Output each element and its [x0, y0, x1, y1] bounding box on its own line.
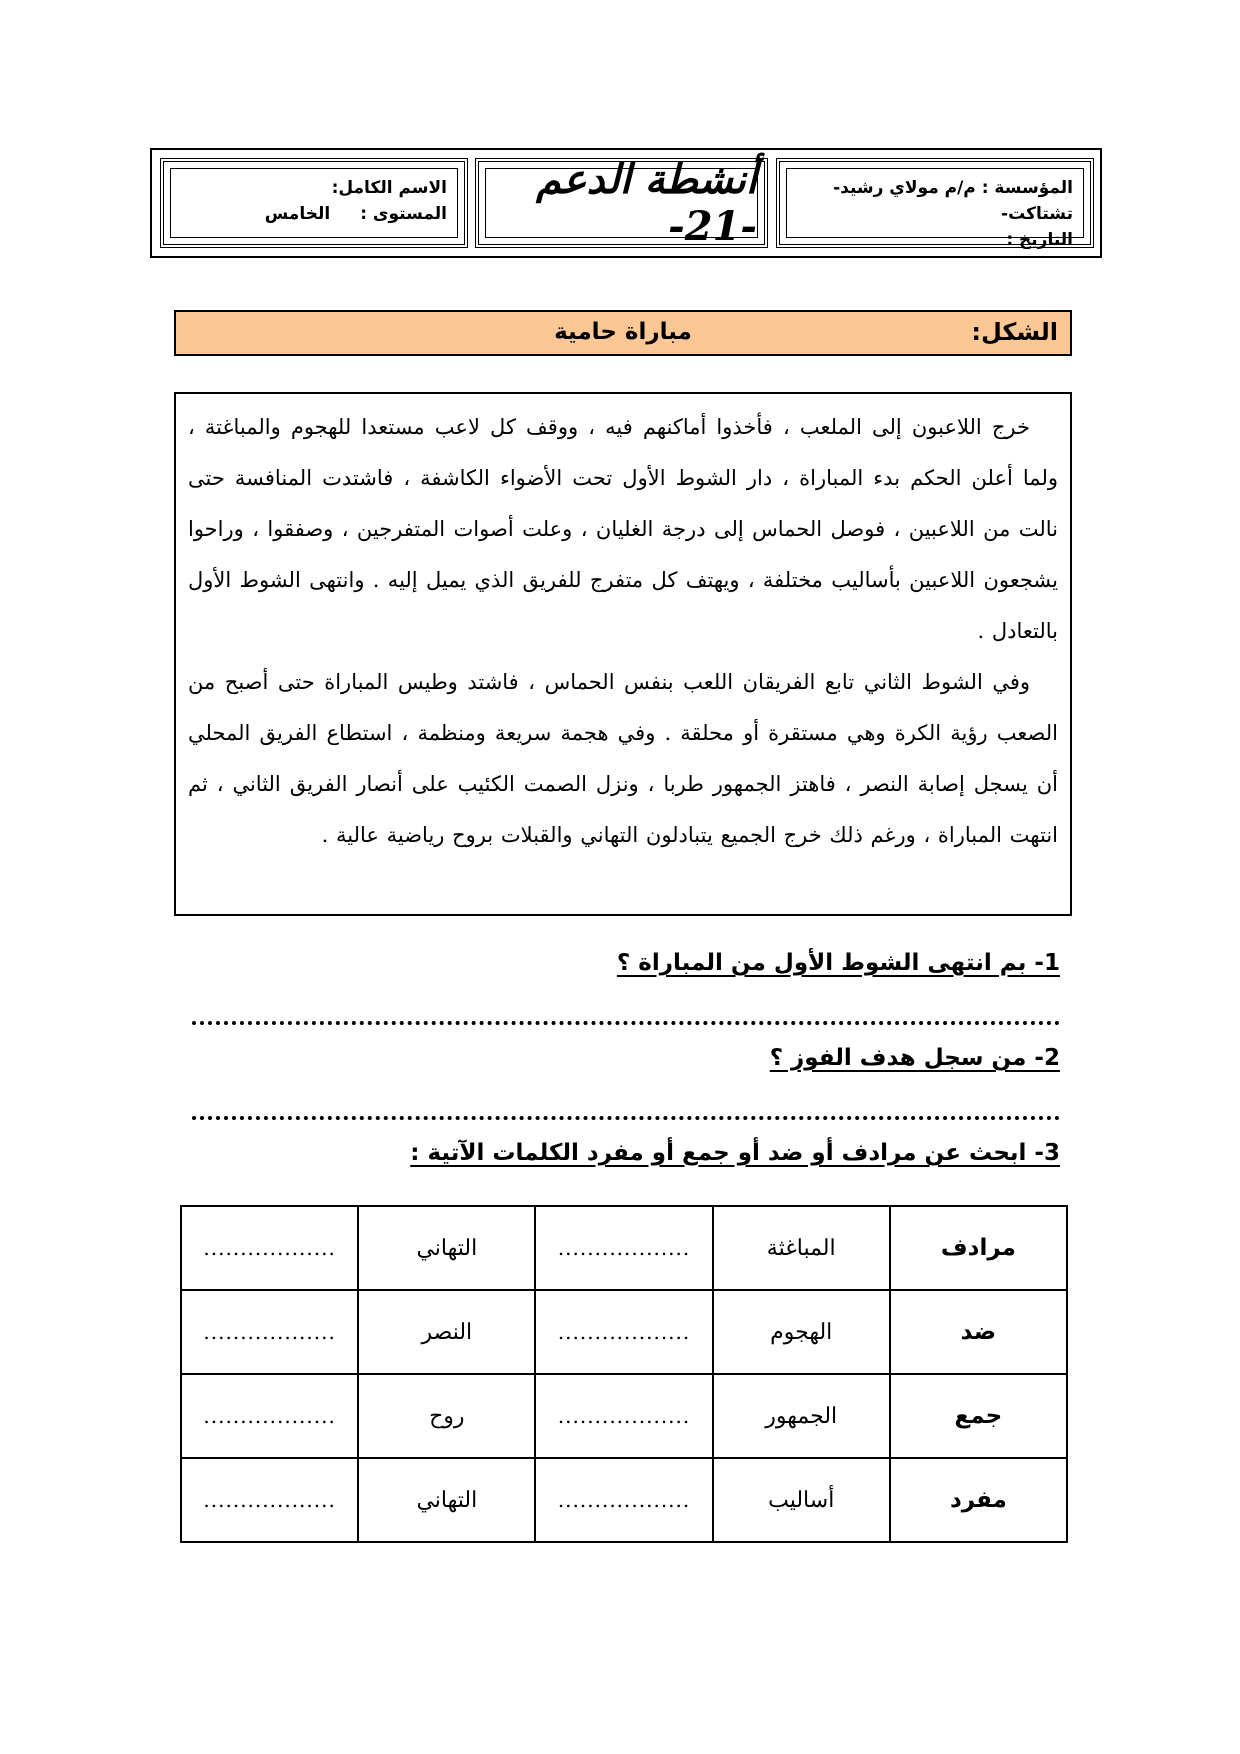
word-cell: روح — [358, 1374, 535, 1458]
answer-blank-cell[interactable]: .................. — [535, 1374, 712, 1458]
question-2: 2- من سجل هدف الفوز ؟ — [769, 1045, 1060, 1071]
vocabulary-table — [180, 1205, 1068, 1543]
worksheet-title: أنشطة الدعم -21- — [485, 168, 758, 238]
student-info-box — [160, 158, 468, 248]
worksheet-header — [150, 148, 1102, 258]
title-box — [475, 158, 768, 248]
passage-title: مباراة حامية — [554, 319, 692, 345]
level-label: المستوى : — [360, 204, 447, 224]
answer-blank-cell[interactable]: .................. — [181, 1374, 358, 1458]
word-cell: النصر — [358, 1290, 535, 1374]
answer-blank-cell[interactable]: .................. — [535, 1290, 712, 1374]
level-value: الخامس — [264, 204, 331, 224]
passage-paragraph-1: خرج اللاعبون إلى الملعب ، فأخذوا أماكنهم فيه ، ووقف كل لاعب مستعدا للهجوم والمباغتة ، ولما أعلن الحكم بدء المباراة ، دار الشوط الأول تحت الأضواء الكاشفة ، فاشتدت المنافسة حتى نالت من اللاعبين ، فوصل الحماس إلى درجة الغليان ، وعلت أصوات المتفرجين ، وصفقوا ، وراحوا يشجعون اللاعبين بأساليب مختلفة ، ويهتف كل متفرج للفريق الذي يميل إليه . وانتهى الشوط الأول بالتعادل . — [188, 415, 1058, 643]
passage-paragraph-2: وفي الشوط الثاني تابع الفريقان اللعب بنفس الحماس ، فاشتد وطيس المباراة حتى أصبح من الصعب رؤية الكرة وهي مستقرة أو محلقة . وفي هجمة سريعة ومنظمة ، استطاع الفريق المحلي أن يسجل إصابة النصر ، فاهتز الجمهور طربا ، ونزل الصمت الكئيب على أنصار الفريق الثاني ، ثم انتهت المباراة ، ورغم ذلك خرج الجميع يتبادلون التهاني والقبلات بروح رياضية عالية . — [188, 670, 1058, 847]
table-row — [181, 1290, 1067, 1374]
genre-bar — [174, 310, 1072, 356]
relation-type-cell: جمع — [890, 1374, 1067, 1458]
level-row — [181, 201, 447, 227]
school-info-box — [776, 158, 1094, 248]
question-1: 1- بم انتهى الشوط الأول من المباراة ؟ — [616, 950, 1060, 976]
question-3: 3- ابحث عن مرادف أو ضد أو جمع أو مفرد الكلمات الآتية : — [410, 1140, 1060, 1166]
word-cell: التهاني — [358, 1458, 535, 1542]
table-row — [181, 1374, 1067, 1458]
genre-label: الشكل: — [971, 318, 1058, 346]
word-cell: التهاني — [358, 1206, 535, 1290]
answer-blank-cell[interactable]: .................. — [181, 1206, 358, 1290]
word-cell: الهجوم — [713, 1290, 890, 1374]
answer-blank-cell[interactable]: .................. — [181, 1458, 358, 1542]
word-cell: الجمهور — [713, 1374, 890, 1458]
word-cell: المباغثة — [713, 1206, 890, 1290]
name-label: الاسم الكامل: — [331, 178, 447, 198]
reading-passage — [174, 392, 1072, 916]
answer-blank-cell[interactable]: .................. — [535, 1458, 712, 1542]
answer-line-2[interactable] — [192, 1112, 1060, 1120]
answer-line-1[interactable] — [192, 1017, 1060, 1025]
answer-blank-cell[interactable]: .................. — [181, 1290, 358, 1374]
school-line: المؤسسة : م/م مولاي رشيد-تشتاكت- — [833, 178, 1073, 224]
relation-type-cell: مفرد — [890, 1458, 1067, 1542]
table-row — [181, 1458, 1067, 1542]
word-cell: أساليب — [713, 1458, 890, 1542]
relation-type-cell: ضد — [890, 1290, 1067, 1374]
date-line: التاريخ : — [1006, 230, 1073, 250]
answer-blank-cell[interactable]: .................. — [535, 1206, 712, 1290]
relation-type-cell: مرادف — [890, 1206, 1067, 1290]
table-row — [181, 1206, 1067, 1290]
